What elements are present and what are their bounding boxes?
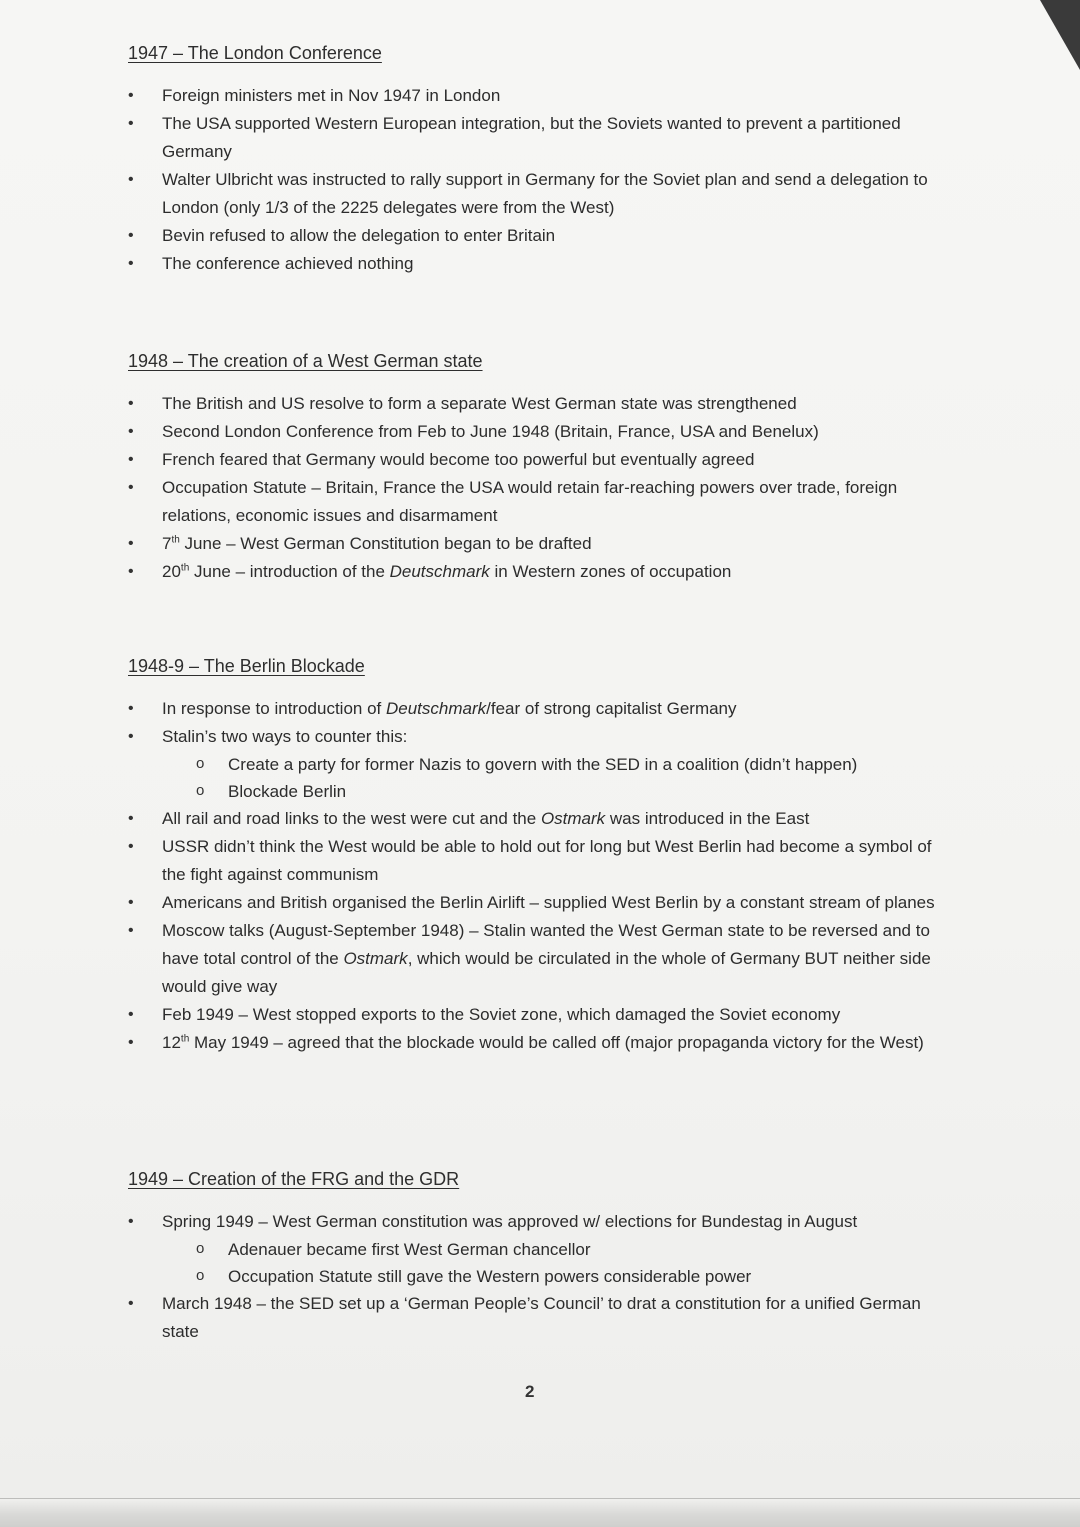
bullet-list (128, 390, 948, 586)
bullet-list (128, 82, 948, 278)
bullet-list (128, 1208, 948, 1346)
section-frg-gdr (128, 1168, 948, 1346)
list-item: • Second London Conference from Feb to June 1948 (Britain, France, USA and Benelux) (128, 418, 948, 446)
item-text: All rail and road links to the west were cut and the (162, 809, 541, 828)
section-heading: 1948-9 – The Berlin Blockade (128, 656, 365, 676)
item-text: /fear of strong capitalist Germany (486, 699, 737, 718)
section-heading: 1947 – The London Conference (128, 43, 382, 63)
list-item: • Bevin refused to allow the delegation to enter Britain (128, 222, 948, 250)
section-heading: 1949 – Creation of the FRG and the GDR (128, 1169, 460, 1189)
list-item (128, 695, 948, 723)
list-item: • March 1948 – the SED set up a ‘German People’s Council’ to drat a constitution for a unified German state (128, 1290, 948, 1346)
item-text: in Western zones of occupation (489, 562, 732, 581)
emphasis-term: Deutschmark (385, 699, 487, 718)
list-item (128, 805, 948, 833)
sub-list-item: o Occupation Statute still gave the Western powers considerable power (128, 1263, 948, 1290)
page-number: 2 (525, 1382, 535, 1401)
item-text: In response to introduction of (162, 699, 386, 718)
list-item: • Foreign ministers met in Nov 1947 in London (128, 82, 948, 110)
section-london-conference (128, 42, 948, 278)
list-item: • Walter Ulbricht was instructed to rally support in Germany for the Soviet plan and send a delegation to London (only 1/3 of the 2225 delegates were from the West) (128, 166, 948, 222)
emphasis-term: Ostmark (343, 949, 408, 968)
section-west-german-state (128, 350, 948, 586)
sub-list-item: o Adenauer became first West German chancellor (128, 1236, 948, 1263)
emphasis-term: Deutschmark (389, 562, 490, 581)
item-text: , which would be circulated in the whole of Germany BUT neither side would give way (162, 949, 931, 996)
list-item: • Spring 1949 – West German constitution was approved w/ elections for Bundestag in August (128, 1208, 948, 1236)
page-corner-shadow (1040, 0, 1080, 70)
list-item: • The British and US resolve to form a separate West German state was strengthened (128, 390, 948, 418)
list-item (128, 1029, 948, 1057)
list-item: • Stalin’s two ways to counter this: (128, 723, 948, 751)
date-suffix: th (171, 534, 180, 546)
date-number: 12 (162, 1033, 181, 1052)
list-item (128, 917, 948, 1001)
list-item: • Feb 1949 – West stopped exports to the Soviet zone, which damaged the Soviet economy (128, 1001, 948, 1029)
date-number: 7 (162, 534, 172, 553)
item-text: Moscow talks (August-September 1948) – Stalin wanted the West German state to be reversed and to have total control of the (162, 921, 930, 968)
date-suffix: th (180, 1033, 190, 1045)
sub-list-item: o Create a party for former Nazis to govern with the SED in a coalition (didn’t happen) (128, 751, 948, 778)
list-item: • The USA supported Western European integration, but the Soviets wanted to prevent a partitioned Germany (128, 110, 948, 166)
emphasis-term: Ostmark (540, 809, 606, 828)
list-item (128, 558, 948, 586)
page-bottom-edge (0, 1498, 1080, 1527)
bullet-list (128, 695, 948, 1057)
list-item: • USSR didn’t think the West would be able to hold out for long but West Berlin had become a symbol of the fight against communism (128, 833, 948, 889)
list-item: • Occupation Statute – Britain, France the USA would retain far-reaching powers over trade, foreign relations, economic issues and disarmament (128, 474, 948, 530)
section-berlin-blockade (128, 655, 948, 1057)
sub-list-item: o Blockade Berlin (128, 778, 948, 805)
item-text: was introduced in the East (605, 809, 810, 828)
list-item (128, 530, 948, 558)
section-heading: 1948 – The creation of a West German state (128, 351, 483, 371)
item-text: June – introduction of the (189, 562, 390, 581)
date-suffix: th (180, 562, 190, 574)
item-text: June – West German Constitution began to be drafted (179, 534, 592, 553)
list-item: • Americans and British organised the Berlin Airlift – supplied West Berlin by a constant stream of planes (128, 889, 948, 917)
date-number: 20 (162, 562, 181, 581)
list-item: • French feared that Germany would become too powerful but eventually agreed (128, 446, 948, 474)
item-text: May 1949 – agreed that the blockade would be called off (major propaganda victory for the West) (189, 1033, 924, 1052)
list-item: • The conference achieved nothing (128, 250, 948, 278)
